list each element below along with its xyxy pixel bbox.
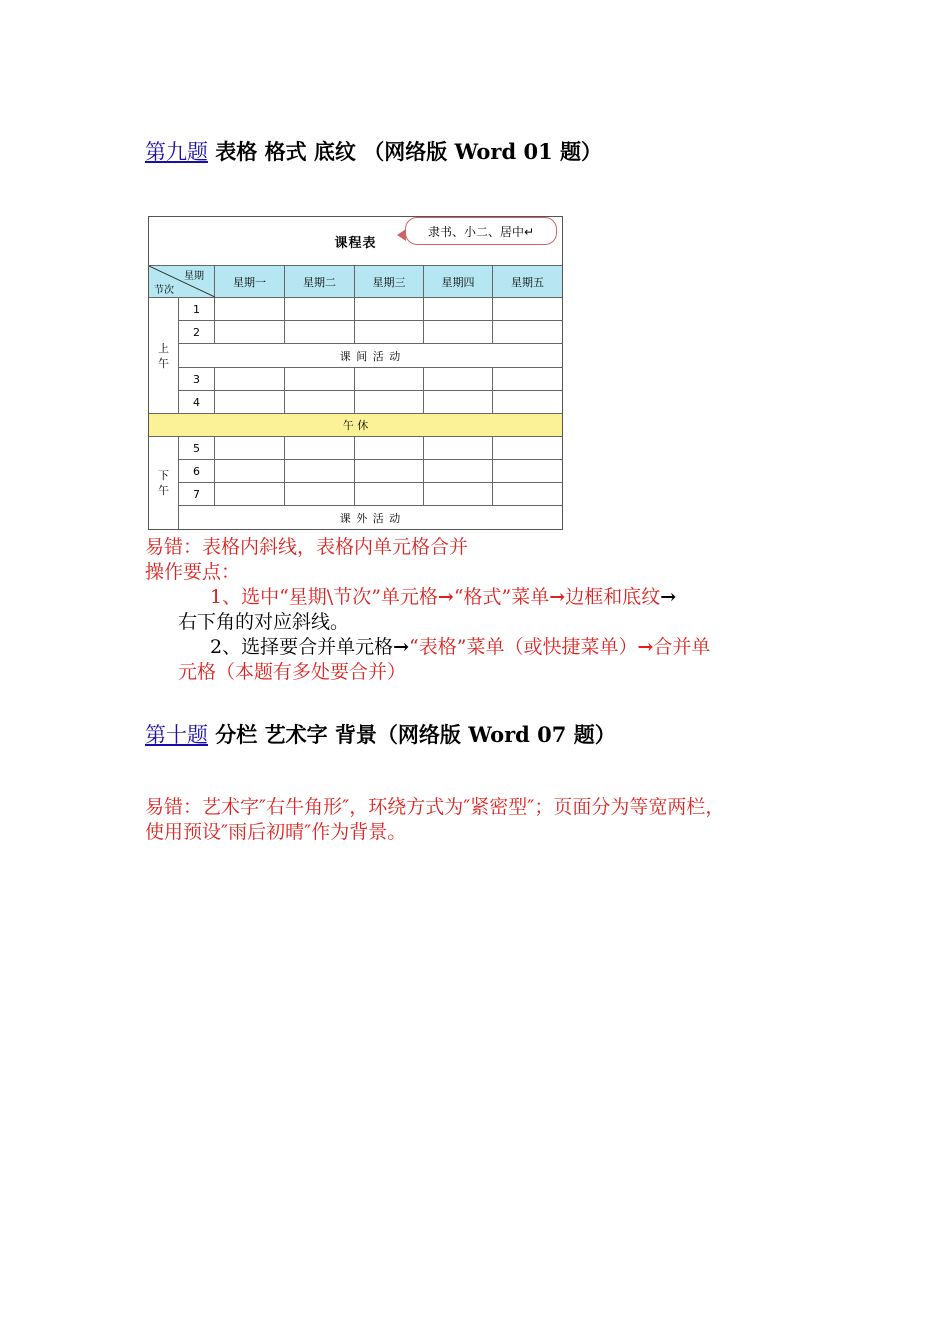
arrow-icon: → [637, 636, 654, 658]
period-number: 6 [179, 460, 215, 483]
day-header: 星期四 [424, 266, 493, 298]
schedule-cell [355, 298, 424, 321]
schedule-cell [424, 437, 493, 460]
period-number: 1 [179, 298, 215, 321]
arrow-icon: → [660, 586, 677, 608]
corner-diagonal-cell [149, 266, 215, 298]
day-header: 星期二 [285, 266, 355, 298]
schedule-cell [355, 368, 424, 391]
schedule-cell [493, 437, 562, 460]
q9-key-points-label: 操作要点： [145, 561, 241, 583]
step1-part-a: 1、选中“星期\节次”单元格 [210, 586, 438, 608]
schedule-cell [285, 391, 355, 414]
q9-title: 表格 格式 底纹 （网络版 Word 01 题） [208, 139, 603, 164]
q9-link[interactable]: 第九题 [145, 140, 208, 164]
day-header: 星期五 [493, 266, 562, 298]
schedule-cell [424, 460, 493, 483]
schedule-cell [355, 321, 424, 344]
schedule-cell [215, 321, 285, 344]
schedule-cell [285, 460, 355, 483]
schedule-cell [215, 437, 285, 460]
q10-pitfall-line1: 易错：艺术字″右牛角形″，环绕方式为″紧密型″；页面分为等宽两栏， [145, 796, 725, 818]
schedule-cell [285, 368, 355, 391]
schedule-title: 课程表 [149, 217, 562, 266]
corner-top-label: 星期 [184, 271, 204, 282]
schedule-cell [424, 483, 493, 506]
schedule-cell [493, 483, 562, 506]
q9-step1-continued: 右下角的对应斜线。 [178, 611, 350, 633]
step2-part-c: 合并单 [653, 636, 711, 658]
schedule-cell [424, 391, 493, 414]
schedule-cell [355, 483, 424, 506]
q10-heading [145, 719, 616, 749]
step1-part-c: 边框和底纹 [565, 586, 661, 608]
schedule-cell [493, 298, 562, 321]
schedule-cell [493, 368, 562, 391]
schedule-cell [493, 460, 562, 483]
period-number: 5 [179, 437, 215, 460]
schedule-cell [424, 298, 493, 321]
q10-pitfall-line2: 使用预设″雨后初晴″作为背景。 [145, 821, 407, 843]
schedule-cell [355, 437, 424, 460]
q9-step1 [210, 585, 676, 610]
step1-part-b: “格式”菜单 [453, 586, 550, 608]
q9-pitfall: 易错：表格内斜线，表格内单元格合并 [145, 536, 469, 558]
q9-heading [145, 136, 602, 166]
arrow-icon: → [549, 586, 566, 608]
step2-part-b: “表格”菜单（或快捷菜单） [409, 636, 638, 658]
day-header: 星期三 [355, 266, 424, 298]
schedule-cell [215, 391, 285, 414]
after-class-activity-row: 课 外 活 动 [339, 511, 402, 525]
schedule-cell [215, 460, 285, 483]
morning-label: 上 午 [149, 298, 179, 414]
noon-break-row: 午 休 [149, 414, 562, 437]
schedule-cell [424, 368, 493, 391]
schedule-cell [424, 321, 493, 344]
period-number: 2 [179, 321, 215, 344]
schedule-cell [493, 391, 562, 414]
period-number: 7 [179, 483, 215, 506]
afternoon-label: 下 午 [149, 437, 179, 529]
schedule-cell [215, 298, 285, 321]
schedule-cell [215, 483, 285, 506]
schedule-cell [493, 321, 562, 344]
q9-step2-continued: 元格（本题有多处要合并） [178, 661, 407, 683]
schedule-cell [285, 437, 355, 460]
day-header: 星期一 [215, 266, 285, 298]
corner-bottom-label: 节次 [154, 285, 174, 296]
schedule-cell [355, 391, 424, 414]
schedule-cell [215, 368, 285, 391]
break-activity-row: 课 间 活 动 [179, 344, 562, 368]
schedule-cell [355, 460, 424, 483]
schedule-cell [285, 483, 355, 506]
period-number: 3 [179, 368, 215, 391]
schedule-table-image [148, 216, 563, 530]
period-number: 4 [179, 391, 215, 414]
schedule-cell [285, 321, 355, 344]
q9-step2 [210, 635, 710, 660]
font-callout: 隶书、小二、居中↵ [405, 217, 557, 245]
arrow-icon: → [437, 586, 454, 608]
schedule-cell [285, 298, 355, 321]
q10-title: 分栏 艺术字 背景（网络版 Word 07 题） [208, 722, 616, 747]
arrow-icon: → [393, 636, 410, 658]
q10-link[interactable]: 第十题 [145, 723, 208, 747]
step2-part-a: 2、选择要合并单元格 [210, 636, 394, 658]
